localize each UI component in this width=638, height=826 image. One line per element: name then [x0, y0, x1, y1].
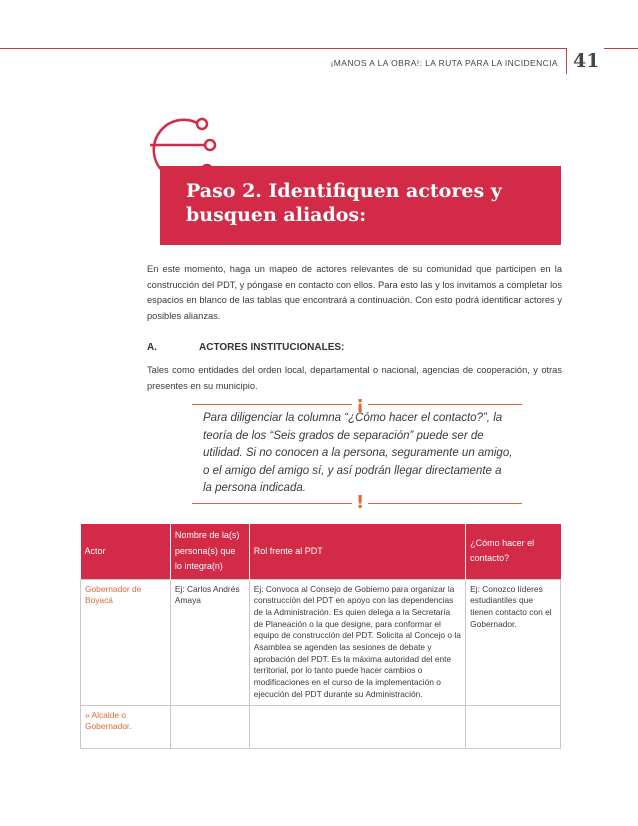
step-banner — [160, 166, 561, 245]
table-row — [81, 579, 561, 705]
section-paragraph: Tales como entidades del orden local, departamental o nacional, agencias de cooperación, y otras presentes en su municipio. — [147, 365, 562, 391]
section-title: ACTORES INSTITUCIONALES: — [199, 342, 345, 353]
cell-actor: Gobernador de Boyacá — [81, 579, 171, 705]
header-separator — [566, 48, 567, 74]
header-rule-right — [604, 48, 638, 49]
header-name: Nombre de la(s) persona(s) que lo integra(n) — [170, 524, 249, 579]
header-role: Rol frente al PDT — [249, 524, 465, 579]
cell-name-empty[interactable] — [170, 705, 249, 748]
table-row — [81, 705, 561, 748]
intro-paragraph: En este momento, haga un mapeo de actores relevantes de su comunidad que participen en la construcción del PDT, y póngase en contacto con ellos. Para esto las y los invitamos a completar los espacios en blanco de las tablas que encontrará a continuación. Con esto podrá identificar actores y posibles alianzas. — [147, 264, 562, 321]
header-actor: Actor — [81, 524, 171, 579]
running-title: ¡MANOS A LA OBRA!: LA RUTA PARA LA INCIDENCIA — [330, 58, 558, 68]
cell-name: Ej: Carlos Andrés Amaya — [170, 579, 249, 705]
step-title: Paso 2. Identifiquen actores y busquen aliados: — [186, 180, 502, 226]
cell-contact-empty[interactable] — [466, 705, 561, 748]
cell-actor: » Alcalde o Gobernador. — [81, 705, 171, 748]
callout-open-mark: ¡ — [352, 393, 368, 414]
table-header-row — [81, 524, 561, 579]
actors-table — [80, 524, 561, 749]
cell-contact: Ej: Conozco líderes estudiantiles que tienen contacto con el Gobernador. — [466, 579, 561, 705]
header-rule — [0, 48, 566, 49]
section-heading — [147, 342, 344, 353]
cell-role-empty[interactable] — [249, 705, 465, 748]
callout-text: Para diligenciar la columna “¿Cómo hacer el contacto?”, la teoría de los “Seis grados de separación” puede ser de utilidad. Si no conocen a la persona, seguramente un amigo, o el amigo del amigo sí, y así podrán llegar directamente a la persona indicada. — [203, 412, 513, 494]
section-label: A. — [147, 342, 157, 353]
page-number: 41 — [573, 50, 600, 72]
callout-close-mark: ! — [352, 492, 368, 513]
cell-role: Ej: Convoca al Consejo de Gobierno para organizar la construcción del PDT en apoyo con las dependencias de la Administración. Es quien delega a la Secretaría de Planeación o la que designe, para conformar el equipo de construcción del PDT. Solicita al Concejo o la Asamblea se agenden las sesiones de debate y aprobación del PDT. Es la máxima autoridad del ente territorial, por lo tanto puede hacer cambios o modificaciones en el curso de la implementación o ejecución del PDT durante su Administración. — [249, 579, 465, 705]
header-contact: ¿Cómo hacer el contacto? — [466, 524, 561, 579]
